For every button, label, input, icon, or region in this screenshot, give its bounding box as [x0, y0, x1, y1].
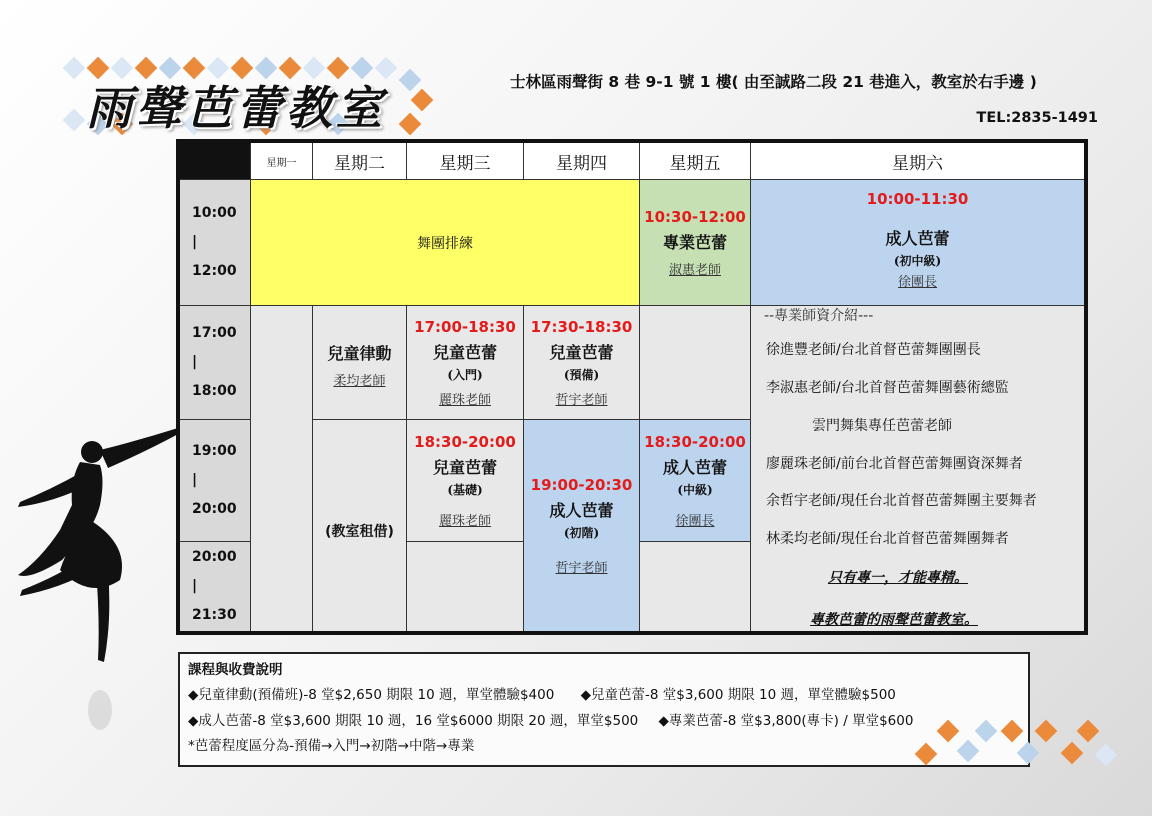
fees-row [188, 708, 1020, 734]
time-slot: 20:00 | 21:30 [180, 542, 251, 631]
bio-line: 雲門舞集專任芭蕾老師 [812, 418, 952, 434]
level-note: *芭蕾程度區分為-預備→入門→初階→中階→專業 [188, 738, 475, 754]
empty-cell [640, 542, 751, 631]
time-slot: 19:00 | 20:00 [180, 420, 251, 542]
fees-title: 課程與收費說明 [188, 662, 283, 678]
studio-address: 士林區雨聲街 8 巷 9-1 號 1 樓( 由至誠路二段 21 巷進入，教室於右手邊 ) [510, 73, 1037, 91]
empty-cell [640, 306, 751, 420]
fees-description-box [178, 652, 1030, 767]
fee-item: ◆兒童律動(預備班)-8 堂$2,650 期限 10 週，單堂體驗$400 [188, 687, 555, 703]
fees-row [188, 682, 1020, 708]
studio-rental-block: (教室租借) [313, 420, 407, 631]
fee-item: ◆成人芭蕾-8 堂$3,600 期限 10 週，16 堂$6000 期限 20 週，單堂$500 [188, 713, 639, 729]
empty-cell [251, 306, 313, 631]
bio-line: 徐進豐老師/台北首督芭蕾舞團團長 [766, 342, 981, 358]
studio-phone: TEL:2835-1491 [976, 110, 1098, 126]
bio-line: 李淑惠老師/台北首督芭蕾舞團藝術總監 [766, 380, 1009, 396]
studio-title: 雨聲芭蕾教室 [86, 81, 386, 135]
troupe-rehearsal-block: 舞團排練 [251, 180, 640, 306]
empty-cell [407, 542, 524, 631]
day-header-sat: 星期六 [751, 143, 1084, 180]
fee-item: ◆專業芭蕾-8 堂$3,800(專卡) / 單堂$600 [658, 713, 914, 729]
class-block-kids-basic: 18:30-20:00 兒童芭蕾 (基礎) 麗珠老師 [407, 420, 524, 542]
teacher-bios [764, 305, 1084, 635]
day-header-tue: 星期二 [313, 143, 407, 180]
class-block-adult-intermediate: 18:30-20:00 成人芭蕾 (中級) 徐團長 [640, 420, 751, 542]
class-block-adult-beginner: 19:00-20:30 成人芭蕾 (初階) 哲宇老師 [524, 420, 640, 631]
day-header-mon: 星期一 [251, 143, 313, 180]
corner-cell [180, 143, 251, 180]
motto-line-2: 專教芭蕾的雨聲芭蕾教室。 [810, 612, 978, 628]
bio-line: 林柔均老師/現任台北首督芭蕾舞團舞者 [766, 531, 1009, 547]
day-header-fri: 星期五 [640, 143, 751, 180]
motto-line-1: 只有專一，才能專精。 [828, 570, 968, 586]
class-block-kids-prep: 17:30-18:30 兒童芭蕾 (預備) 哲宇老師 [524, 306, 640, 420]
bios-heading: --專業師資介紹--- [764, 308, 874, 324]
class-block-kids-intro: 17:00-18:30 兒童芭蕾 (入門) 麗珠老師 [407, 306, 524, 420]
class-block-professional: 10:30-12:00 專業芭蕾 淑惠老師 [640, 180, 751, 306]
time-slot: 10:00 | 12:00 [180, 180, 251, 306]
fee-item: ◆兒童芭蕾-8 堂$3,600 期限 10 週，單堂體驗$500 [580, 687, 896, 703]
time-slot: 17:00 | 18:00 [180, 306, 251, 420]
day-header-wed: 星期三 [407, 143, 524, 180]
day-header-thu: 星期四 [524, 143, 640, 180]
bio-line: 余哲宇老師/現任台北首督芭蕾舞團主要舞者 [766, 493, 1037, 509]
class-block-kids-rhythm: 兒童律動 柔均老師 [313, 306, 407, 420]
bio-line: 廖麗珠老師/前台北首督芭蕾舞團資深舞者 [766, 456, 1023, 472]
class-block-adult-saturday: 10:00-11:30 成人芭蕾 (初中級) 徐團長 [751, 180, 1084, 306]
ballerina-silhouette-icon [0, 410, 200, 730]
